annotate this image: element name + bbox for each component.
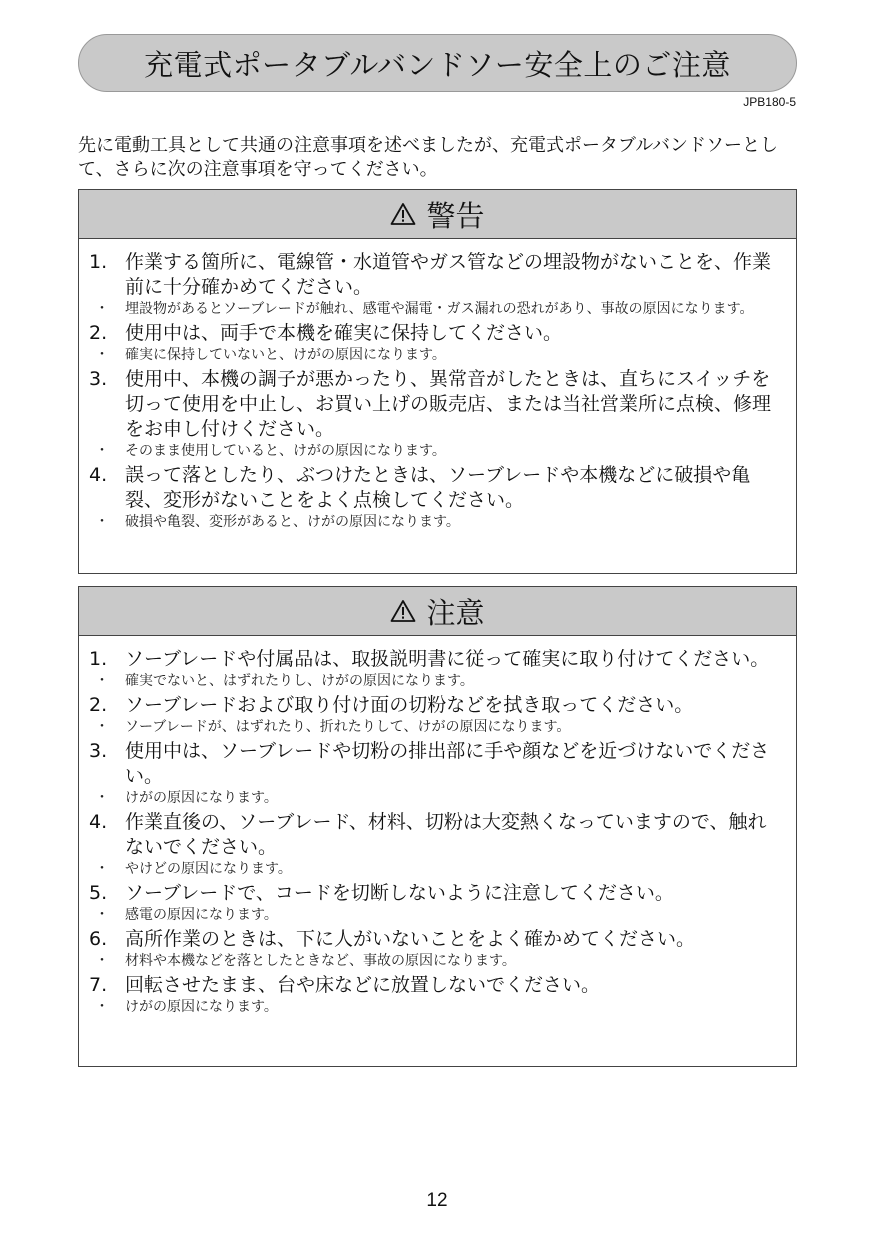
warning-triangle-icon bbox=[390, 202, 416, 226]
list-item: 1. ソーブレードや付属品は、取扱説明書に従って確実に取り付けてください。 bbox=[89, 648, 770, 670]
caution-header bbox=[79, 587, 796, 636]
list-item: 3. 使用中は、ソーブレードや切粉の排出部に手や顔などを近づけないでください。 bbox=[89, 740, 770, 787]
list-note: ・ そのまま使用していると、けがの原因になります。 bbox=[95, 443, 446, 459]
list-note: ・ 感電の原因になります。 bbox=[95, 907, 278, 923]
list-item: 4. 誤って落としたり、ぶつけたときは、ソーブレードや本機などに破損や亀裂、変形がないことをよく点検してください。 bbox=[89, 464, 751, 511]
list-note: ・ 確実に保持していないと、けがの原因になります。 bbox=[95, 347, 446, 363]
model-number: JPB180-5 bbox=[743, 95, 796, 109]
list-note: ・ けがの原因になります。 bbox=[95, 999, 278, 1015]
list-note: ・ 破損や亀裂、変形があると、けがの原因になります。 bbox=[95, 514, 460, 530]
list-item: 6. 高所作業のときは、下に人がいないことをよく確かめてください。 bbox=[89, 928, 696, 950]
intro-paragraph: 先に電動工具として共通の注意事項を述べましたが、充電式ポータブルバンドソーとして、さらに次の注意事項を守ってください。 bbox=[78, 135, 779, 180]
list-note: ・ やけどの原因になります。 bbox=[95, 861, 292, 877]
list-note: ・ けがの原因になります。 bbox=[95, 790, 278, 806]
list-note: ・ 確実でないと、はずれたりし、けがの原因になります。 bbox=[95, 673, 474, 689]
warning-box bbox=[78, 189, 797, 574]
list-item: 7. 回転させたまま、台や床などに放置しないでください。 bbox=[89, 974, 601, 996]
warning-label: 警告 bbox=[426, 198, 485, 233]
caution-box bbox=[78, 586, 797, 1067]
list-item: 5. ソーブレードで、コードを切断しないように注意してください。 bbox=[89, 882, 674, 904]
caution-triangle-icon bbox=[390, 599, 416, 623]
list-item: 4. 作業直後の、ソーブレード、材料、切粉は大変熱くなっていますので、触れないでください。 bbox=[89, 811, 767, 858]
warning-list bbox=[79, 239, 796, 532]
warning-header bbox=[79, 190, 796, 239]
list-note: ・ ソーブレードが、はずれたり、折れたりして、けがの原因になります。 bbox=[95, 719, 571, 735]
list-item: 2. ソーブレードおよび取り付け面の切粉などを拭き取ってください。 bbox=[89, 694, 694, 716]
list-note: ・ 埋設物があるとソーブレードが触れ、感電や漏電・ガス漏れの恐れがあり、事故の原因になります。 bbox=[95, 301, 754, 317]
page-number: 12 bbox=[426, 1190, 448, 1211]
caution-list bbox=[79, 636, 796, 1017]
page-title-banner bbox=[78, 34, 797, 92]
caution-label: 注意 bbox=[426, 595, 485, 630]
list-item: 3. 使用中、本機の調子が悪かったり、異常音がしたときは、直ちにスイッチを切って使用を中止し、お買い上げの販売店、または当社営業所に点検、修理をお申し付けください。 bbox=[89, 368, 772, 440]
list-item: 2. 使用中は、両手で本機を確実に保持してください。 bbox=[89, 322, 563, 344]
page-title: 充電式ポータブルバンドソー安全上のご注意 bbox=[144, 47, 731, 82]
list-item: 1. 作業する箇所に、電線管・水道管やガス管などの埋設物がないことを、作業前に十分確かめてください。 bbox=[89, 251, 772, 298]
list-note: ・ 材料や本機などを落としたときなど、事故の原因になります。 bbox=[95, 953, 516, 969]
